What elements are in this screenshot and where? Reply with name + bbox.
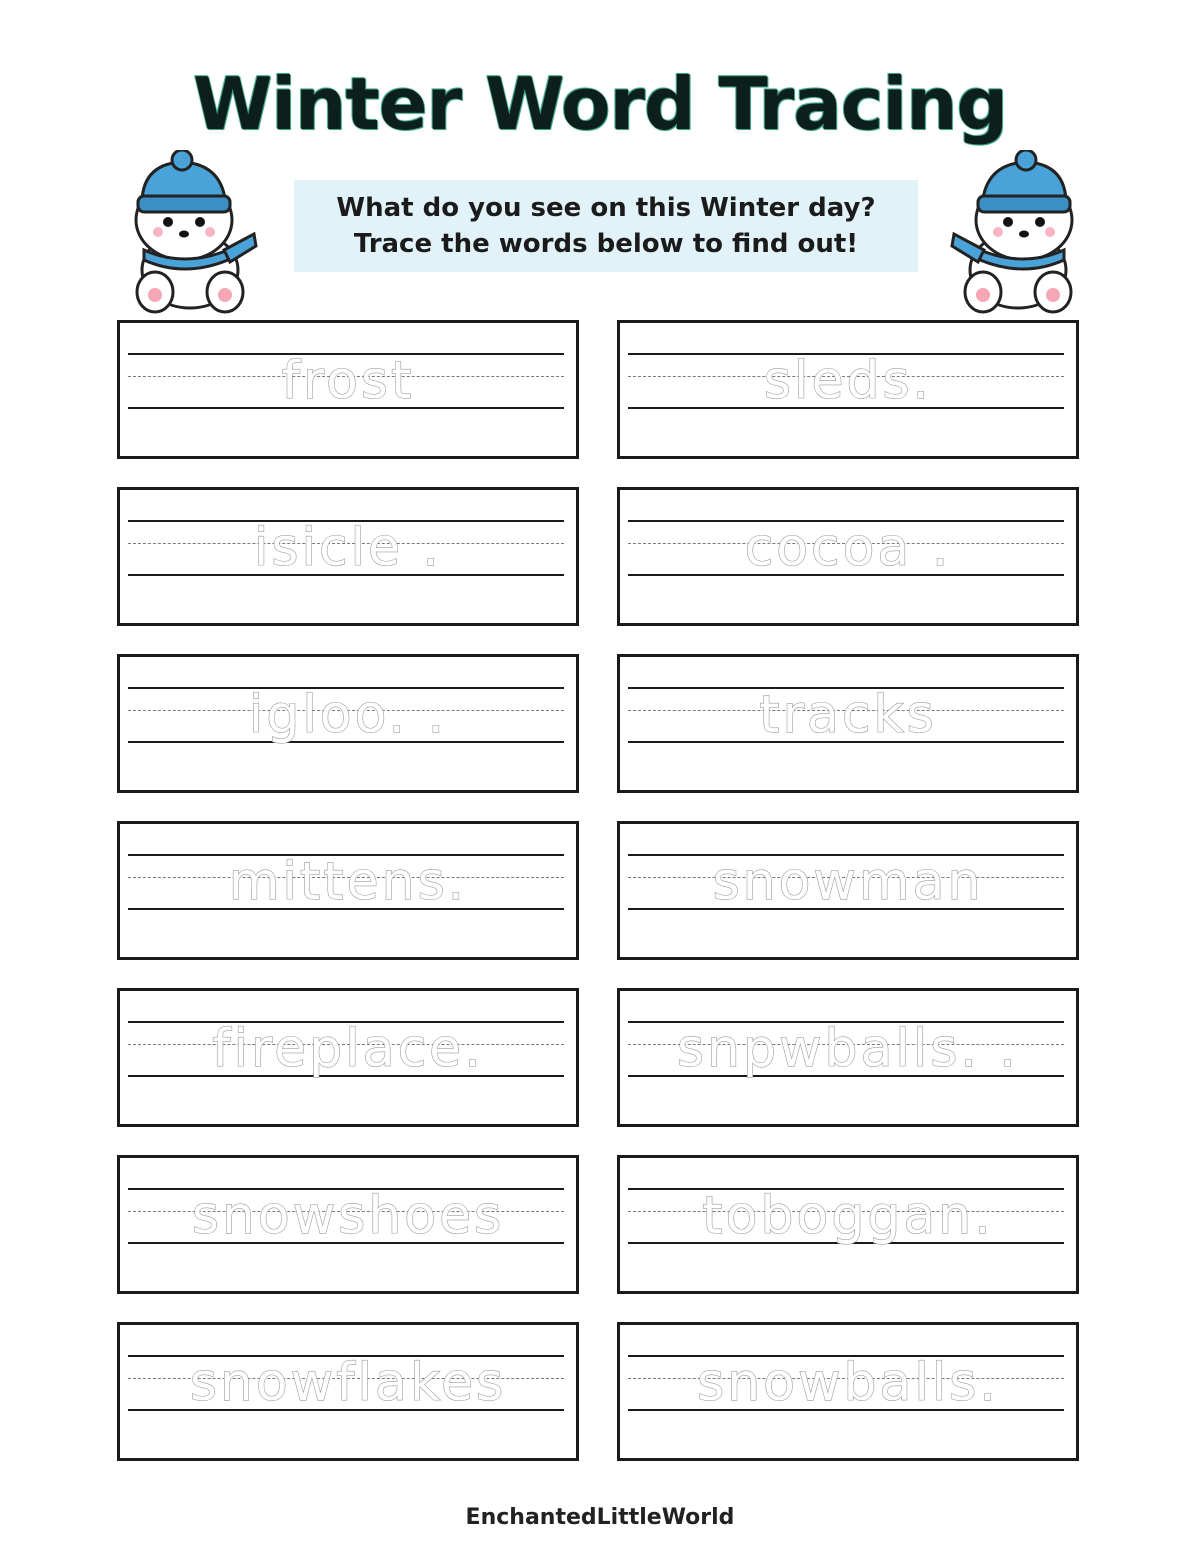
tracing-card [117, 320, 579, 459]
trace-word: snowshoes [191, 1186, 505, 1246]
tracing-card [617, 1322, 1079, 1461]
trace-word: frost [281, 351, 415, 411]
trace-word: snowballs. [697, 1353, 999, 1413]
polar-bear-illustration-left [120, 150, 260, 320]
tracing-card [617, 654, 1079, 793]
trace-word: snowman [712, 852, 984, 912]
instruction-line-2: Trace the words below to find out! [353, 229, 859, 259]
instruction-line-1: What do you see on this Winter day? [336, 193, 876, 223]
tracing-card [117, 487, 579, 626]
trace-word: fireplace. [212, 1019, 484, 1079]
tracing-card [617, 487, 1079, 626]
instruction-box [294, 180, 918, 272]
tracing-card [117, 988, 579, 1127]
trace-word: sleds. [763, 351, 933, 411]
trace-word: igloo. . [248, 685, 448, 745]
trace-word: isicle . [253, 518, 443, 578]
tracing-card [117, 1155, 579, 1294]
trace-word: cocoa . [744, 518, 952, 578]
trace-word: snpwballs. . [676, 1019, 1020, 1079]
polar-bear-illustration-right [948, 150, 1088, 320]
tracing-card [117, 654, 579, 793]
trace-word: tracks [759, 685, 937, 745]
tracing-card [117, 1322, 579, 1461]
footer-brand: EnchantedLittleWorld [465, 1505, 735, 1530]
page-title: Winter Word Tracing [192, 62, 1008, 146]
trace-word: toboggan. [702, 1186, 994, 1246]
tracing-card [617, 1155, 1079, 1294]
trace-word: mittens. [228, 852, 468, 912]
tracing-card [117, 821, 579, 960]
trace-word: snowflakes [189, 1353, 507, 1413]
tracing-card [617, 988, 1079, 1127]
tracing-card [617, 821, 1079, 960]
tracing-card [617, 320, 1079, 459]
